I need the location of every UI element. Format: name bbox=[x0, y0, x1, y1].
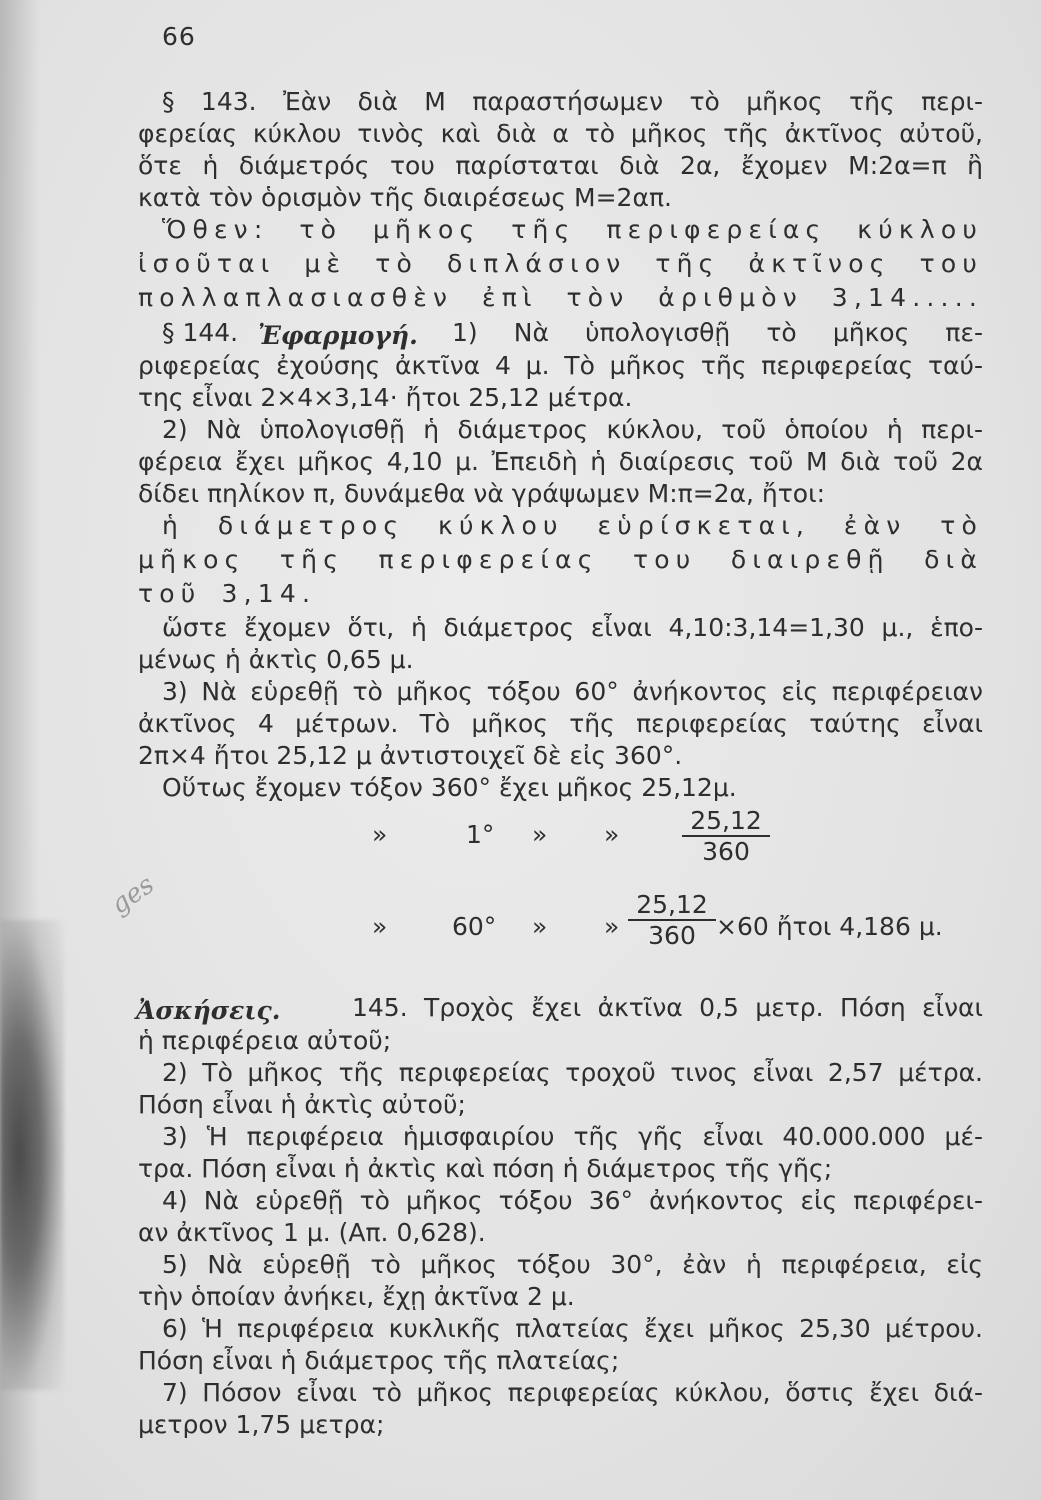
text-line: αν ἀκτῖνος 1 μ. (Απ. 0,628). bbox=[138, 1218, 486, 1247]
page-number: 66 bbox=[162, 22, 196, 51]
text-line: 7) Πόσον εἶναι τὸ μῆκος περιφερείας κύκλου, ὅστις ἔχει διά- bbox=[162, 1378, 983, 1407]
text-line: της εἶναι 2×4×3,14· ἤτοι 25,12 μέτρα. bbox=[138, 383, 633, 412]
result-text: ×60 ἤτοι 4,186 μ. bbox=[716, 912, 943, 941]
text-line: κατὰ τὸν ὁρισμὸν τῆς διαιρέσεως Μ=2απ. bbox=[138, 183, 672, 212]
text-line: 3) Ἡ περιφέρεια ἡμισφαιρίου τῆς γῆς εἶναι 40.000.000 μέ- bbox=[162, 1122, 983, 1151]
text-line: ριφερείας ἐχούσης ἀκτῖνα 4 μ. Τὸ μῆκος τῆς περιφερείας ταύ- bbox=[138, 351, 983, 380]
text-line: τρα. Πόση εἶναι ἡ ἀκτὶς καὶ πόση ἡ διάμετρος τῆς γῆς; bbox=[138, 1154, 833, 1183]
text-line: Πόση εἶναι ἡ ἀκτὶς αὐτοῦ; bbox=[138, 1090, 466, 1119]
ditto-mark: » bbox=[532, 820, 548, 849]
ditto-mark: » bbox=[372, 820, 388, 849]
page-stain bbox=[0, 920, 64, 1390]
fraction bbox=[628, 890, 716, 950]
ditto-mark: » bbox=[532, 912, 548, 941]
rule-line: τοῦ 3,14. bbox=[138, 579, 317, 608]
text-line: Πόση εἶναι ἡ διάμετρος τῆς πλατείας; bbox=[138, 1346, 620, 1375]
ditto-mark: » bbox=[604, 912, 620, 941]
text-line: δίδει πηλίκον π, δυνάμεθα νὰ γράψωμεν Μ:π=2α, ἤτοι: bbox=[138, 479, 825, 508]
text-line: φερείας κύκλου τινὸς καὶ διὰ α τὸ μῆκος τῆς ἀκτῖνος αὐτοῦ, bbox=[138, 119, 983, 148]
text-line: 1) Νὰ ὑπολογισθῇ τὸ μῆκος πε- bbox=[452, 318, 983, 347]
text-line: ἡ περιφέρεια αὐτοῦ; bbox=[138, 1026, 392, 1055]
ditto-mark: » bbox=[604, 820, 620, 849]
text-line: 4) Νὰ εὑρεθῇ τὸ μῆκος τόξου 36° ἀνήκοντος εἰς περιφέρει- bbox=[162, 1186, 983, 1215]
handwritten-margin-note: ges bbox=[105, 869, 160, 921]
rule-line: μῆκος τῆς περιφερείας του διαιρεθῇ διὰ bbox=[138, 545, 983, 574]
section-heading: Ἐφαρμογή. bbox=[258, 321, 418, 350]
text-line: 5) Νὰ εὑρεθῇ τὸ μῆκος τόξου 30°, ἐὰν ἡ περιφέρεια, εἰς bbox=[162, 1250, 983, 1279]
rule-line: ἡ διάμετρος κύκλου εὑρίσκεται, ἐὰν τὸ bbox=[162, 511, 983, 540]
text-line: 2) Νὰ ὑπολογισθῇ ἡ διάμετρος κύκλου, τοῦ ὁποίου ἡ περι- bbox=[162, 415, 983, 444]
text-line: 145. Τροχὸς ἔχει ἀκτῖνα 0,5 μετρ. Πόση εἶναι bbox=[352, 993, 983, 1022]
text-line: μένως ἡ ἀκτὶς 0,65 μ. bbox=[138, 645, 414, 674]
text-line: ὥστε ἔχομεν ὅτι, ἡ διάμετρος εἶναι 4,10:3,14=1,30 μ., ἑπο- bbox=[162, 613, 983, 642]
rule-line: ἰσοῦται μὲ τὸ διπλάσιον τῆς ἀκτῖνος του bbox=[138, 249, 983, 278]
text-line: 2π×4 ἤτοι 25,12 μ ἀντιστοιχεῖ δὲ εἰς 360°. bbox=[138, 741, 683, 770]
fraction-numerator: 25,12 bbox=[682, 806, 770, 837]
degree-value: 60° bbox=[452, 912, 497, 941]
fraction bbox=[682, 806, 770, 866]
text-line: φέρεια ἔχει μῆκος 4,10 μ. Ἐπειδὴ ἡ διαίρεσις τοῦ Μ διὰ τοῦ 2α bbox=[138, 447, 983, 476]
text-line: 3) Νὰ εὑρεθῇ τὸ μῆκος τόξου 60° ἀνήκοντος εἰς περιφέρειαν bbox=[162, 677, 983, 706]
fraction-numerator: 25,12 bbox=[628, 890, 716, 921]
exercises-heading: Ἀσκήσεις. bbox=[136, 996, 281, 1025]
rule-line: πολλαπλασιασθὲν ἐπὶ τὸν ἀριθμὸν 3,14..... bbox=[138, 283, 983, 312]
text-line: 6) Ἡ περιφέρεια κυκλικῆς πλατείας ἔχει μῆκος 25,30 μέτρου. bbox=[162, 1314, 983, 1343]
text-line: 2) Τὸ μῆκος τῆς περιφερείας τροχοῦ τινος εἶναι 2,57 μέτρα. bbox=[162, 1058, 983, 1087]
degree-value: 1° bbox=[466, 820, 495, 849]
ditto-mark: » bbox=[372, 912, 388, 941]
text-line: ἀκτῖνος 4 μέτρων. Τὸ μῆκος τῆς περιφερείας ταύτης εἶναι bbox=[138, 709, 983, 738]
text-line: Οὕτως ἔχομεν τόξον 360° ἔχει μῆκος 25,12μ. bbox=[162, 773, 737, 802]
text-line: μετρον 1,75 μετρα; bbox=[138, 1410, 385, 1439]
text-line: § 143. Ἐὰν διὰ Μ παραστήσωμεν τὸ μῆκος τῆς περι- bbox=[162, 87, 983, 116]
text-line: τὴν ὁποίαν ἀνήκει, ἔχῃ ἀκτῖνα 2 μ. bbox=[138, 1282, 575, 1311]
fraction-denominator: 360 bbox=[648, 921, 696, 950]
section-number: § 144. bbox=[162, 318, 239, 347]
fraction-denominator: 360 bbox=[702, 837, 750, 866]
rule-line: Ὅθεν: τὸ μῆκος τῆς περιφερείας κύκλου bbox=[162, 215, 983, 244]
text-line: ὅτε ἡ διάμετρός του παρίσταται διὰ 2α, ἔχομεν Μ:2α=π ἢ bbox=[138, 151, 983, 180]
